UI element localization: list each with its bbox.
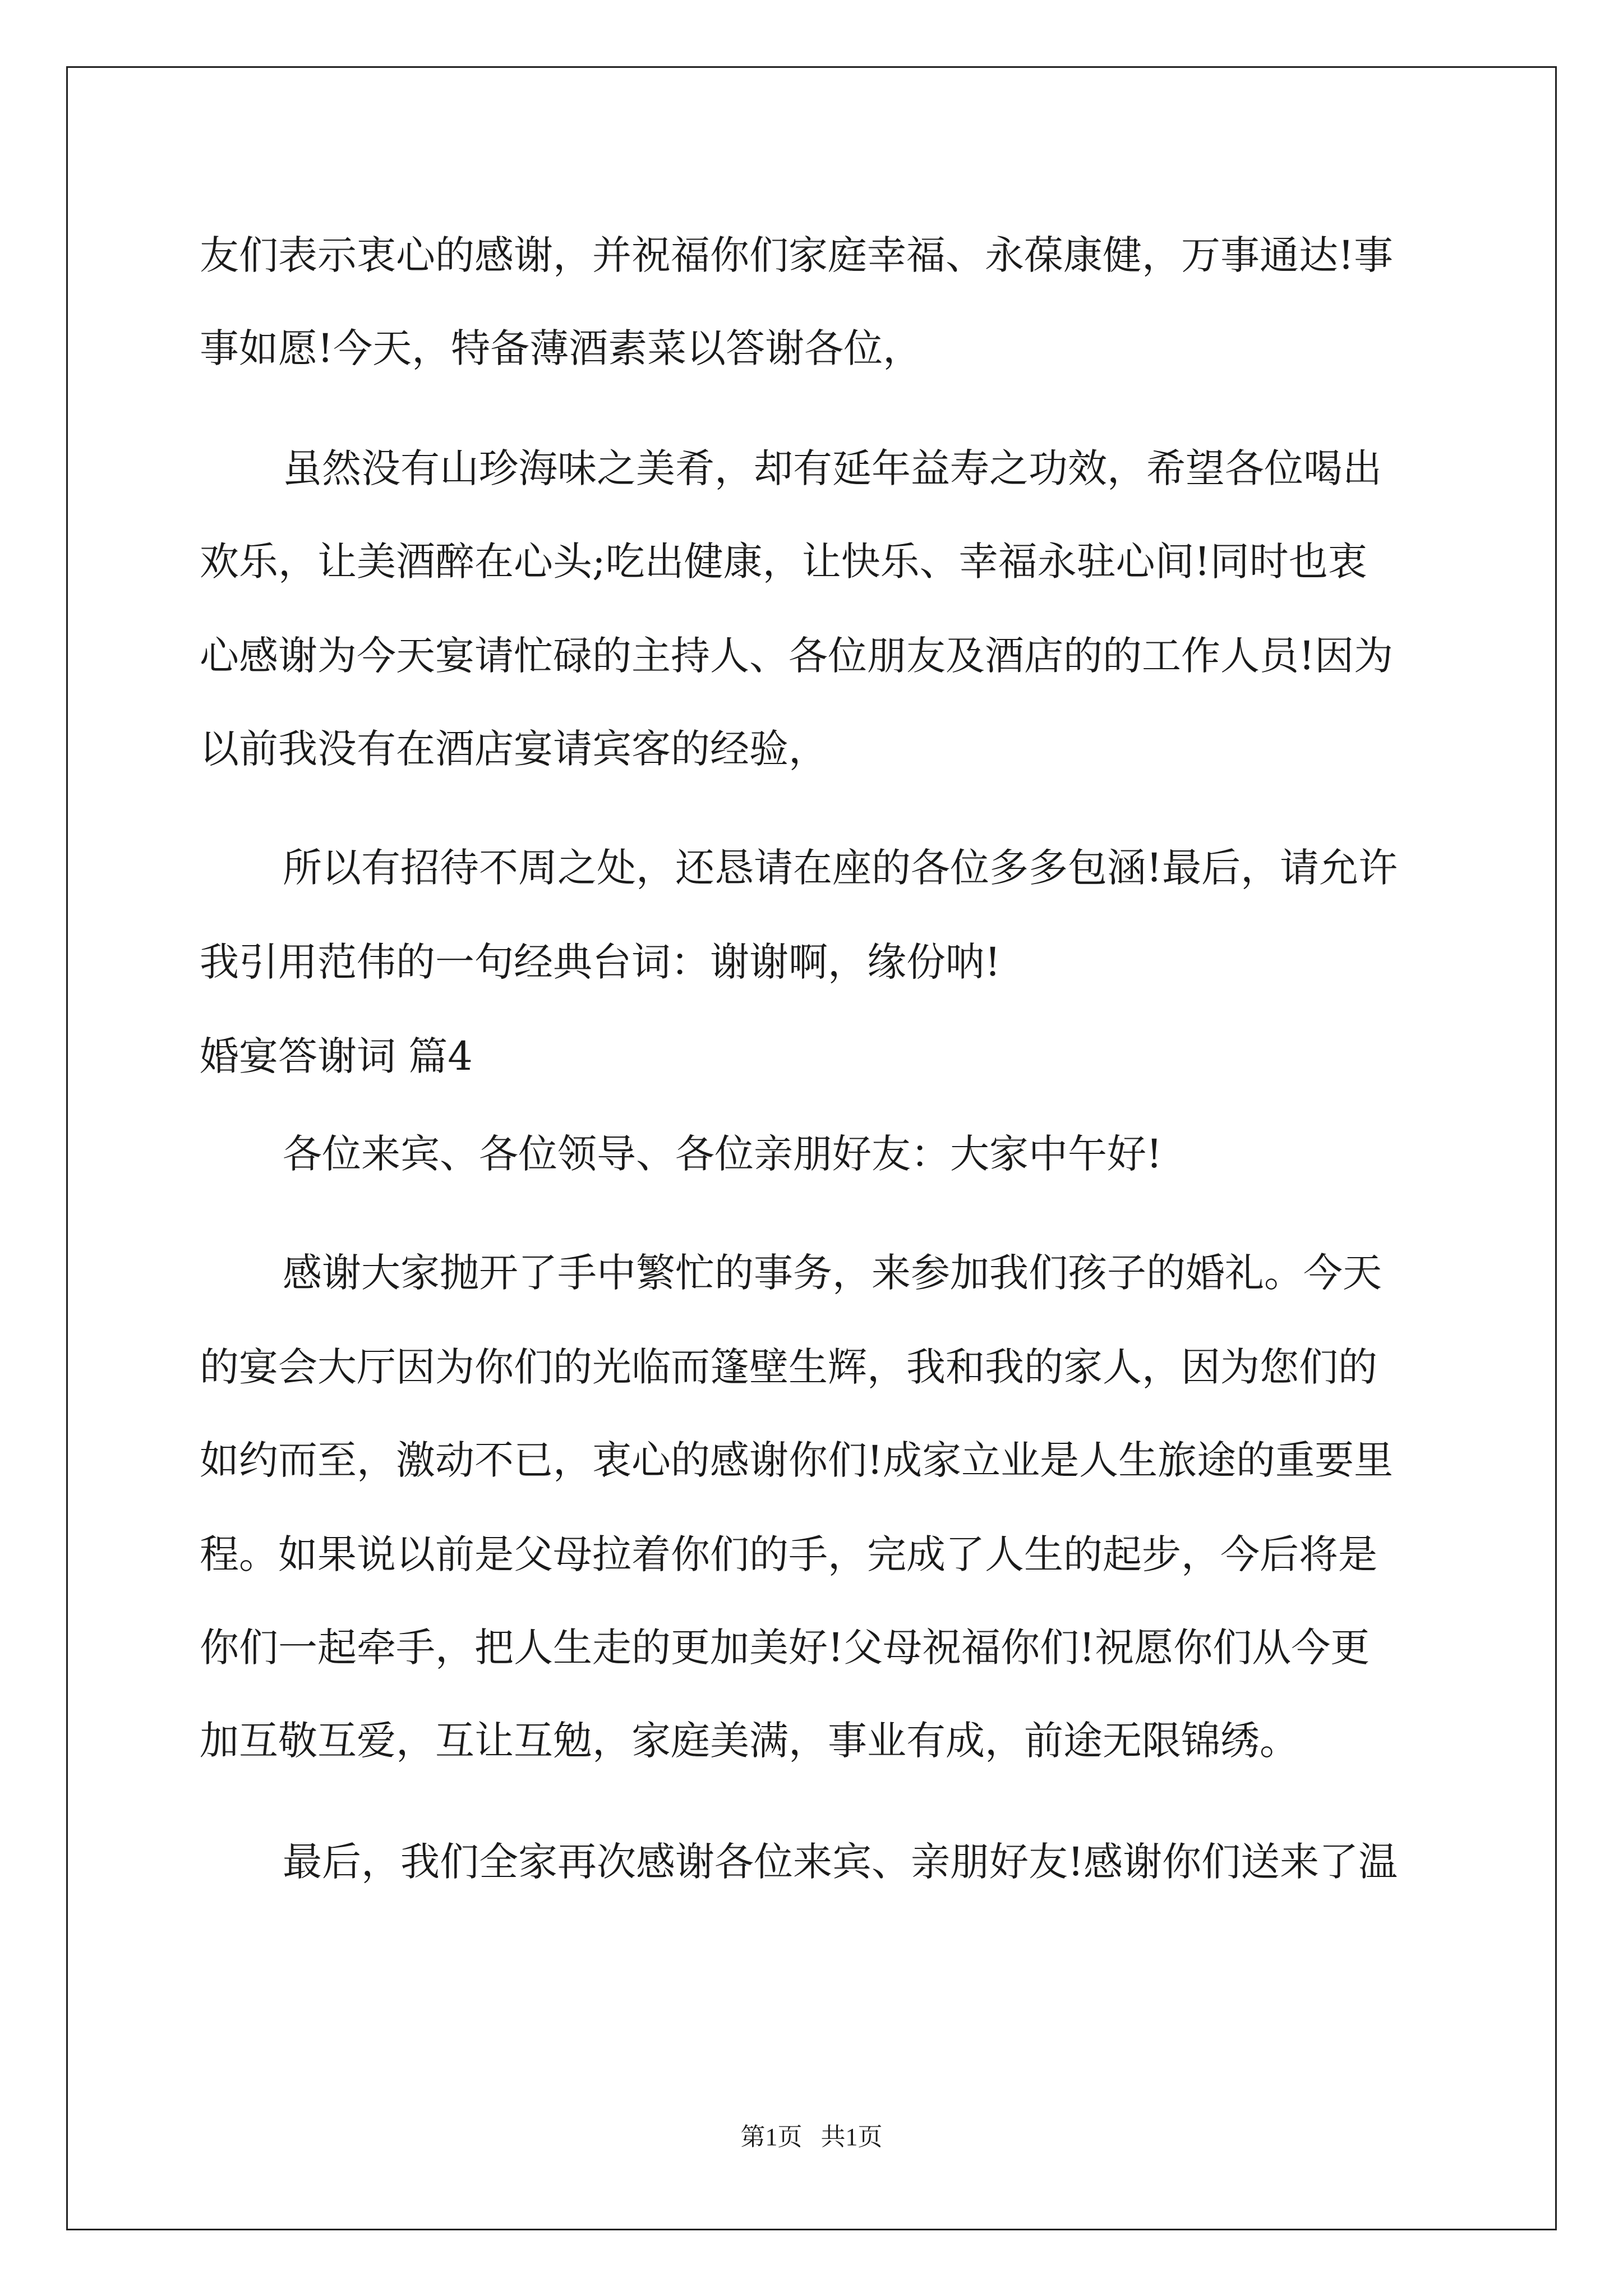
paragraph-line: 感谢大家抛开了手中繁忙的事务，来参加我们孩子的婚礼。今天 — [283, 1250, 1382, 1296]
section-heading: 婚宴答谢词 篇4 — [200, 1033, 473, 1079]
paragraph-line: 加互敬互爱，互让互勉，家庭美满，事业有成，前途无限锦绣。 — [200, 1718, 1299, 1764]
paragraph-line: 以前我没有在酒店宴请宾客的经验， — [200, 726, 828, 772]
page-footer: 第1页 共1页 — [740, 2123, 883, 2151]
paragraph-line: 事如愿!今天，特备薄酒素菜以答谢各位， — [200, 325, 923, 371]
paragraph-line: 欢乐，让美酒醉在心头;吃出健康，让快乐、幸福永驻心间!同时也衷 — [200, 539, 1367, 585]
paragraph-line: 心感谢为今天宴请忙碌的主持人、各位朋友及酒店的的工作人员!因为 — [200, 633, 1394, 679]
paragraph-line: 友们表示衷心的感谢，并祝福你们家庭幸福、永葆康健，万事通达!事 — [200, 232, 1394, 278]
paragraph-line: 我引用范伟的一句经典台词：谢谢啊，缘份呐! — [200, 939, 1001, 985]
paragraph-line: 的宴会大厅因为你们的光临而篷壁生辉，我和我的家人，因为您们的 — [200, 1344, 1377, 1390]
paragraph-line: 如约而至，激动不已，衷心的感谢你们!成家立业是人生旅途的重要里 — [200, 1437, 1394, 1483]
paragraph-line: 程。如果说以前是父母拉着你们的手，完成了人生的起步，今后将是 — [200, 1531, 1377, 1577]
paragraph-line: 你们一起牵手，把人生走的更加美好!父母祝福你们!祝愿你们从今更 — [200, 1625, 1370, 1671]
paragraph-line: 所以有招待不周之处，还恳请在座的各位多多包涵!最后，请允许 — [283, 845, 1398, 891]
paragraph-line: 虽然没有山珍海味之美肴，却有延年益寿之功效，希望各位喝出 — [283, 445, 1382, 491]
paragraph-line: 最后，我们全家再次感谢各位来宾、亲朋好友!感谢你们送来了温 — [283, 1839, 1398, 1885]
paragraph-line: 各位来宾、各位领导、各位亲朋好友：大家中午好! — [283, 1131, 1163, 1177]
